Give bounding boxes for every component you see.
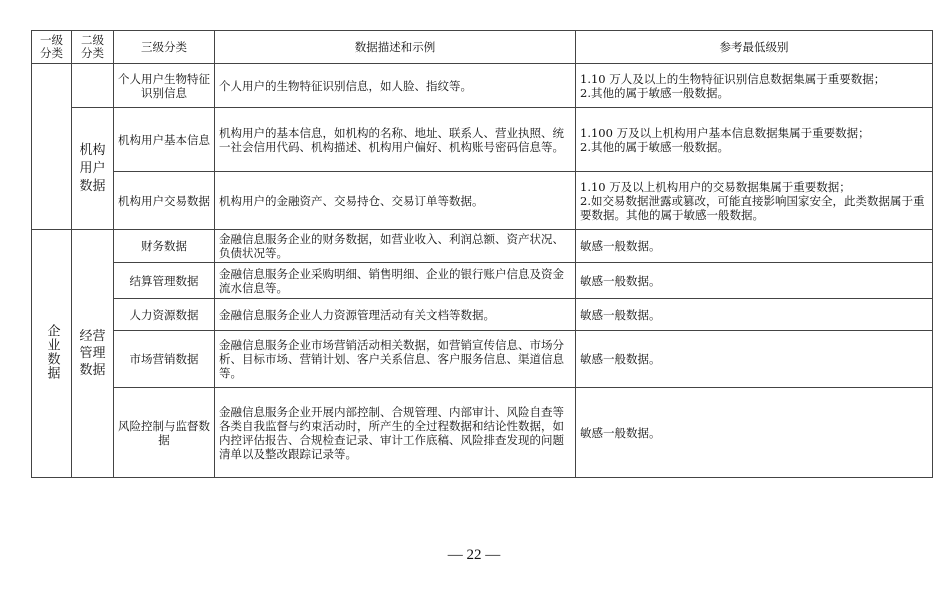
min-level-cell: 敏感一般数据。 — [576, 331, 933, 388]
page-number: — 22 — — [447, 547, 501, 563]
min-level-cell: 敏感一般数据。 — [576, 299, 933, 331]
header-min-level: 参考最低级别 — [576, 31, 933, 64]
level3-cell: 财务数据 — [114, 230, 215, 263]
table-row — [32, 263, 933, 299]
header-level3: 三级分类 — [114, 31, 215, 64]
description-cell: 金融信息服务企业开展内部控制、合规管理、内部审计、风险自查等各类自我监督与约束活动时，所产生的全过程数据和结论性数据，如内控评估报告、合规检查记录、审计工作底稿、风险排查发现的问题清单以及整改跟踪记录等。 — [215, 388, 576, 478]
header-level1: 一级分类 — [32, 31, 72, 64]
level3-cell: 机构用户交易数据 — [114, 172, 215, 230]
description-cell: 机构用户的基本信息，如机构的名称、地址、联系人、营业执照、统一社会信用代码、机构描述、机构用户偏好、机构账号密码信息等。 — [215, 108, 576, 172]
min-level-cell: 1.10 万人及以上的生物特征识别信息数据集属于重要数据； 2.其他的属于敏感一般数据。 — [576, 64, 933, 108]
header-level2: 二级分类 — [72, 31, 114, 64]
min-level-cell: 敏感一般数据。 — [576, 230, 933, 263]
description-cell: 金融信息服务企业人力资源管理活动有关文档等数据。 — [215, 299, 576, 331]
level2-cell-personal — [72, 64, 114, 108]
table-header-row — [32, 31, 933, 64]
min-level-cell: 1.100 万及以上机构用户基本信息数据集属于重要数据； 2.其他的属于敏感一般数据。 — [576, 108, 933, 172]
level2-cell-org: 机构用户数据 — [72, 108, 114, 230]
table-row — [32, 331, 933, 388]
table-row — [32, 108, 933, 172]
description-cell: 金融信息服务企业采购明细、销售明细、企业的银行账户信息及资金流水信息等。 — [215, 263, 576, 299]
level1-cell-enterprise — [32, 230, 72, 478]
level3-cell: 人力资源数据 — [114, 299, 215, 331]
table-row — [32, 172, 933, 230]
description-cell: 金融信息服务企业的财务数据，如营业收入、利润总额、资产状况、负债状况等。 — [215, 230, 576, 263]
min-level-cell: 1.10 万及以上机构用户的交易数据集属于重要数据； 2.如交易数据泄露或篡改，可能直接影响国家安全，此类数据属于重要数据。其他的属于敏感一般数据。 — [576, 172, 933, 230]
min-level-cell: 敏感一般数据。 — [576, 263, 933, 299]
header-description: 数据描述和示例 — [215, 31, 576, 64]
level1-label: 企业数据 — [44, 324, 60, 380]
level3-cell: 风险控制与监督数据 — [114, 388, 215, 478]
table-row — [32, 299, 933, 331]
level3-cell: 机构用户基本信息 — [114, 108, 215, 172]
table-row — [32, 388, 933, 478]
classification-table — [31, 30, 933, 478]
description-cell: 机构用户的金融资产、交易持仓、交易订单等数据。 — [215, 172, 576, 230]
table-row — [32, 64, 933, 108]
level3-cell: 结算管理数据 — [114, 263, 215, 299]
table-row — [32, 230, 933, 263]
level3-cell: 个人用户生物特征识别信息 — [114, 64, 215, 108]
level1-cell-empty — [32, 64, 72, 230]
min-level-cell: 敏感一般数据。 — [576, 388, 933, 478]
level2-cell-operations: 经营管理数据 — [72, 230, 114, 478]
description-cell: 个人用户的生物特征识别信息，如人脸、指纹等。 — [215, 64, 576, 108]
description-cell: 金融信息服务企业市场营销活动相关数据，如营销宣传信息、市场分析、目标市场、营销计划、客户关系信息、客户服务信息、渠道信息等。 — [215, 331, 576, 388]
level3-cell: 市场营销数据 — [114, 331, 215, 388]
